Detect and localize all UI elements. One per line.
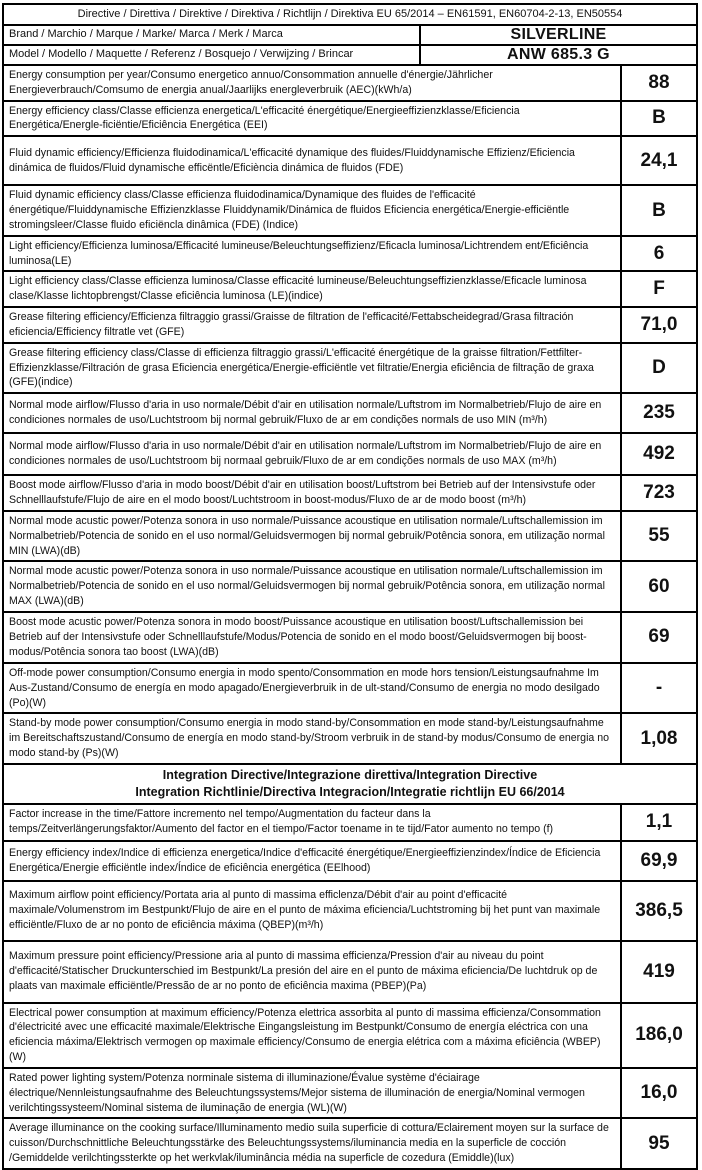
spec-value: B (620, 102, 696, 136)
table-row (4, 432, 696, 474)
spec-label: Boost mode acustic power/Potenza sonora in modo boost/Puissance acoustique en utilisation boost/Luftschallemission bei Betrieb auf der Intensivstufe oder Schnelllaufstufe/Modus/Potencia de sonido en el modo boost/Geluidsvermogen bij boost-modus/Potência sonora tao boost (LWA)(dB) (9, 616, 587, 658)
spec-value: 24,1 (620, 137, 696, 184)
spec-value: 6 (620, 237, 696, 271)
spec-label: Normal mode acustic power/Potenza sonora in uso normale/Puissance acoustique en utilisation normale/Luftschallemission im Normalbetrieb/Potencia de sonido en el uso normal/Geluidsvermogen bij normal gebruik/Potência sonora, em utilização normal MAX (LWA)(dB) (9, 565, 605, 608)
table-row (4, 940, 696, 1002)
spec-label: Light efficiency class/Classe efficienza luminosa/Classe efficacité lumineuse/Beleuchtungseffizienzklasse/Eficacle luminosa clase/Klasse lichtopbrengst/Classe eficiência luminosa (LE)(indice) (9, 275, 587, 303)
spec-label: Average illuminance on the cooking surface/Illuminamento medio suila superficie di cottura/Eclairement moyen sur la surface de cuisson/Durchschnittliche Beleuchtungsstärke des Beleuchtungssystems/iluminancia media en la superficle de cocción /Gemiddelde verilchtingssterkte op het werkvlak/iluminância média na superficle de cozedura (Emiddle)(lux) (9, 1122, 609, 1165)
spec-label: Fluid dynamic efficiency class/Classe efficienza fluidodinamica/Dynamique des fluides de l'efficacité énergétique/Fluiddynamische Effizienzklasse Fluiddynamik/Dinámica de fluidos Eficiencia energética/Energie-efficiëntle stromingsleer/Classe fluido eficiëncla dinâmica (FDE) (Indice) (9, 189, 570, 231)
spec-value: 95 (620, 1119, 696, 1167)
table-row (4, 1067, 696, 1117)
spec-label: Maximum airflow point efficiency/Portata aria al punto di massima efficlenza/Débit d'air au point d'efficacité maximale/Volumenstrom im Bestpunkt/Flujo de aire en el punto de máxima eficiencia/Luchtstroming bij het punt van maximale efficiëntle/Fluxo de ar no ponto de eficiência máxima (QBEP)(m³/h) (9, 889, 601, 931)
spec-label: Factor increase in the time/Fattore incremento nel tempo/Augmentation du facteur dans la temps/Zeitverlängerungsfaktor/Aumento del factor en el tiempo/Factor toename in te tijd/Fator aumento no tempo (f) (9, 808, 554, 836)
table-row (4, 135, 696, 184)
brand-label: Brand / Marchio / Marque / Marke/ Marca / Merk / Marca (9, 28, 283, 41)
brand-row (4, 24, 696, 44)
spec-label: Grease filtering efficiency/Efficienza filtraggio grassi/Graisse de filtration de l'efficacité/Fettabscheidegrad/Grasa filtración eficiencia/Efficiency filtratle vet (GFE) (9, 311, 574, 338)
spec-value: 235 (620, 394, 696, 432)
directive-header: Directive / Direttiva / Direktive / Direktiva / Richtlijn / Direktiva EU 65/2014 – EN61591, EN60704-2-13, EN50554 (77, 7, 623, 20)
spec-value: 186,0 (620, 1004, 696, 1067)
spec-value: 419 (620, 942, 696, 1002)
spec-label: Maximum pressure point efficiency/Pressione aria al punto di massima efficienza/Pression d'air au niveau du point d'efficacité/Statischer Druckunterschied im Bestpunkt/La presión del aire en el punto de máxima eficiencia/De luchtdruk op de plaats van maximale efficiëntle/Pressão de ar no ponto de eficiência maxima (PBEP)(Pa) (9, 950, 598, 992)
spec-label: Fluid dynamic efficiency/Efficienza fluidodinamica/L'efficacité dynamique des fluides/Fluiddynamische Effizienz/Eficiencia dinámica de fluidos/Fluid dynamische efficëntle/Eficiència dinámica de fluidos (FDE) (9, 146, 575, 174)
table-row (4, 235, 696, 271)
table-row (4, 880, 696, 940)
spec-value: 492 (620, 434, 696, 474)
spec-value: 71,0 (620, 308, 696, 342)
table-row (4, 474, 696, 510)
table-row (4, 662, 696, 712)
model-row (4, 44, 696, 64)
spec-label: Light efficiency/Efficienza luminosa/Efficacité lumineuse/Beleuchtungseffizienz/Eficacla luminosa/Lichtrendem ent/Eficiência luminosa(LE) (9, 239, 589, 267)
spec-label: Normal mode airflow/Flusso d'aria in uso normale/Débit d'air en utilisation normale/Luftstrom im Normalbetrieb/Flujo de aire en condiciones normales de uso/Luchtstroom bij normal gebruik/Fluxo de ar em condições normals de uso MIN (m³/h) (9, 399, 602, 427)
spec-label: Rated power lighting system/Potenza norminale sistema di illuminazione/Évalue système d'éciairage électrique/Nennleistungsaufnahme des Beleuchtungssystems/Mejor sistema de illuminación de energia/Nominal vermogen verilchtingssysteem/Nominal sistema de iluminação de energia (WL)(W) (9, 1071, 585, 1114)
section-header-line1: Integration Directive/Integrazione direttiva/Integration Directive (162, 767, 538, 782)
spec-label: Normal mode acustic power/Potenza sonora in uso normale/Puissance acoustique en utilisation normale/Luftschallemission im Normalbetrieb/Potencia de sonido en el uso normal/Geluidsvermogen bij normal gebruik/Potência sonora, em utilização normal MIN (LWA)(dB) (9, 514, 605, 557)
spec-value: 69,9 (620, 842, 696, 880)
spec-label: Energy consumption per year/Consumo energetico annuo/Consommation annuelle d'énergie/Jährlicher Energieverbrauch/Comsumo de energia anual/Jaarlijks energleverbruik (AEC)(kWh/a) (9, 69, 493, 96)
spec-label: Stand-by mode power consumption/Consumo energia in modo stand-by/Consommation en mode stand-by/Leistungsaufnahme im Bereitschaftszustand/Consumo de energía en modo stand-by/Stroom verbruik in de stand-by modus/Consumo de energia no modo stand-by (Ps)(W) (9, 717, 610, 760)
spec-label: Normal mode airflow/Flusso d'aria in uso normale/Débit d'air en utilisation normale/Luftstrom im Normalbetrieb/Flujo de aire en condiciones normales de uso/Luchtstroom bij normaal gebruik/Fluxo de ar em condições normals de uso MAX (m³/h) (9, 440, 602, 468)
directive-header-row (4, 5, 696, 24)
table-row (4, 270, 696, 306)
spec-label: Grease filtering efficiency class/Classe di efficienza filtraggio grassi/L'efficacité énergétique de la graisse filtration/Fettfilter-Effizienzklasse/Filtración de grasa Eficiencia energética/Energie-efficiëntle vet filtratie/Energia eficiência de filtração de graxa (GFE)(indice) (9, 346, 594, 389)
model-label: Model / Modello / Maquette / Referenz / Bosquejo / Verwijzing / Brincar (9, 48, 354, 61)
spec-value: 16,0 (620, 1069, 696, 1117)
spec-value: 55 (620, 512, 696, 560)
table-row (4, 64, 696, 100)
spec-label: Boost mode airflow/Flusso d'aria in modo boost/Débit d'air en utilisation boost/Luftstrom bei Betrieb auf der Intensivstufe oder Schnelllaufstufe/Flujo de aire en el modo boost/Luchtstroom in boost-modus/Fluxo de ar de modo boost (m³/h) (9, 479, 596, 507)
integration-section-header-row (4, 763, 696, 803)
table-row (4, 1002, 696, 1067)
energy-spec-table (2, 3, 698, 1170)
spec-value: 60 (620, 562, 696, 610)
spec-label: Off-mode power consumption/Consumo energia in modo spento/Consommation en mode hors tension/Leistungsaufnahme Im Aus-Zustand/Consumo de energía en modo apagado/Energieverbruik in de ult-stand/Consumo de energia no modo desilgado (Po)(W) (9, 666, 600, 709)
table-row (4, 392, 696, 432)
table-row (4, 510, 696, 560)
table-row (4, 560, 696, 610)
table-row (4, 712, 696, 762)
model-value: ANW 685.3 G (419, 46, 696, 64)
table-row (4, 100, 696, 136)
spec-label: Energy efficiency class/Classe efficienza energetica/L'efficacité énergétique/Energieeffizienzklasse/Eficiencia Energética/Energle-ficiëntie/Eficiência Energética (EEI) (9, 104, 520, 132)
table-row (4, 306, 696, 342)
table-row (4, 611, 696, 662)
spec-value: 1,1 (620, 805, 696, 840)
spec-value: F (620, 272, 696, 306)
table-row (4, 840, 696, 880)
table-row (4, 803, 696, 840)
spec-value: 386,5 (620, 882, 696, 940)
table-row (4, 184, 696, 234)
spec-label: Energy efficiency index/Indice di efficienza energetica/Indice d'efficacité énergétique/Energieeffizienzindex/Índice de Eficiencia Energética/Energie efficiëntle index/Índice de eficiência energética (EElhood) (9, 846, 601, 874)
spec-value: B (620, 186, 696, 234)
spec-label: Electrical power consumption at maximum efficiency/Potenza elettrica assorbita al punto di massima efficienza/Consommation d'électricité avec une efficacité maximale/Elektrische Eingangsleistung im Bestpunkt/Consumo de energía eléctrica con una eficiencia máxima/Elektrisch vermogen op maximale efficiency/Consumo de energia elétrica com a máxima eficiência (WBEP)(W) (9, 1006, 601, 1064)
section-header-line2: Integration Richtlinie/Directiva Integracion/Integratie richtlijn EU 66/2014 (135, 784, 565, 799)
spec-value: 723 (620, 476, 696, 510)
spec-value: D (620, 344, 696, 392)
spec-value: 69 (620, 613, 696, 662)
table-row (4, 342, 696, 392)
spec-value: 88 (620, 66, 696, 100)
spec-value: - (620, 664, 696, 712)
table-row (4, 1117, 696, 1167)
brand-value: SILVERLINE (419, 26, 696, 44)
spec-value: 1,08 (620, 714, 696, 762)
